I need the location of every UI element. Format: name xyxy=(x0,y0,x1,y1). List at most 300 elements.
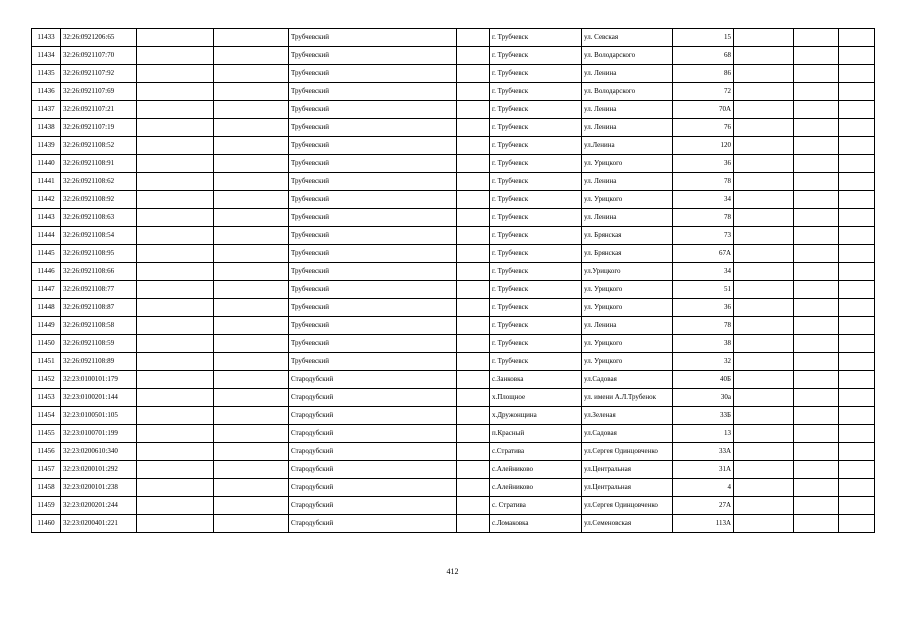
empty-cell xyxy=(839,515,875,533)
cadastral-number-cell: 32:26:0921108:89 xyxy=(61,353,137,371)
empty-cell xyxy=(839,191,875,209)
empty-cell xyxy=(214,65,289,83)
empty-cell xyxy=(734,479,794,497)
empty-cell xyxy=(734,461,794,479)
empty-cell xyxy=(794,227,839,245)
table-row xyxy=(32,353,875,371)
row-number-cell: 11451 xyxy=(32,353,61,371)
settlement-cell: г. Трубчевск xyxy=(490,263,582,281)
house-number-cell: 40Б xyxy=(673,371,734,389)
empty-cell xyxy=(794,371,839,389)
district-cell: Стародубский xyxy=(289,443,457,461)
row-number-cell: 11450 xyxy=(32,335,61,353)
table-row xyxy=(32,263,875,281)
district-cell: Трубчевский xyxy=(289,227,457,245)
empty-cell xyxy=(137,119,214,137)
empty-cell xyxy=(734,191,794,209)
table-row xyxy=(32,317,875,335)
row-number-cell: 11434 xyxy=(32,47,61,65)
settlement-cell: п.Красный xyxy=(490,425,582,443)
settlement-cell: с.Стратива xyxy=(490,443,582,461)
cadastral-number-cell: 32:26:0921107:92 xyxy=(61,65,137,83)
empty-cell xyxy=(794,65,839,83)
empty-cell xyxy=(794,497,839,515)
empty-cell xyxy=(839,47,875,65)
empty-cell xyxy=(214,335,289,353)
empty-cell xyxy=(839,245,875,263)
empty-cell xyxy=(794,173,839,191)
empty-cell xyxy=(214,317,289,335)
empty-cell xyxy=(457,479,490,497)
street-cell: ул. Ленина xyxy=(582,101,673,119)
settlement-cell: г. Трубчевск xyxy=(490,47,582,65)
district-cell: Трубчевский xyxy=(289,191,457,209)
empty-cell xyxy=(214,209,289,227)
settlement-cell: г. Трубчевск xyxy=(490,29,582,47)
street-cell: ул.Сергея Одинцовченко xyxy=(582,497,673,515)
settlement-cell: г. Трубчевск xyxy=(490,245,582,263)
district-cell: Трубчевский xyxy=(289,101,457,119)
empty-cell xyxy=(457,209,490,227)
empty-cell xyxy=(734,227,794,245)
table-row xyxy=(32,83,875,101)
empty-cell xyxy=(457,245,490,263)
settlement-cell: с.Занковка xyxy=(490,371,582,389)
house-number-cell: 27А xyxy=(673,497,734,515)
empty-cell xyxy=(214,155,289,173)
district-cell: Трубчевский xyxy=(289,119,457,137)
cadastral-number-cell: 32:26:0921107:19 xyxy=(61,119,137,137)
empty-cell xyxy=(457,353,490,371)
empty-cell xyxy=(137,299,214,317)
empty-cell xyxy=(457,371,490,389)
empty-cell xyxy=(214,479,289,497)
empty-cell xyxy=(839,227,875,245)
empty-cell xyxy=(214,119,289,137)
row-number-cell: 11440 xyxy=(32,155,61,173)
row-number-cell: 11443 xyxy=(32,209,61,227)
empty-cell xyxy=(137,461,214,479)
cadastral-number-cell: 32:26:0921108:54 xyxy=(61,227,137,245)
house-number-cell: 38 xyxy=(673,335,734,353)
empty-cell xyxy=(794,443,839,461)
table-row xyxy=(32,29,875,47)
district-cell: Стародубский xyxy=(289,497,457,515)
empty-cell xyxy=(734,65,794,83)
empty-cell xyxy=(794,317,839,335)
empty-cell xyxy=(137,173,214,191)
empty-cell xyxy=(137,227,214,245)
settlement-cell: г. Трубчевск xyxy=(490,101,582,119)
row-number-cell: 11460 xyxy=(32,515,61,533)
empty-cell xyxy=(137,353,214,371)
empty-cell xyxy=(214,515,289,533)
row-number-cell: 11459 xyxy=(32,497,61,515)
table-row xyxy=(32,335,875,353)
district-cell: Трубчевский xyxy=(289,137,457,155)
street-cell: ул.Садовая xyxy=(582,371,673,389)
street-cell: ул.Центральная xyxy=(582,479,673,497)
district-cell: Трубчевский xyxy=(289,29,457,47)
street-cell: ул. Севская xyxy=(582,29,673,47)
empty-cell xyxy=(214,47,289,65)
cadastral-number-cell: 32:23:0100501:105 xyxy=(61,407,137,425)
row-number-cell: 11456 xyxy=(32,443,61,461)
street-cell: ул. Урицкого xyxy=(582,281,673,299)
empty-cell xyxy=(794,281,839,299)
empty-cell xyxy=(734,515,794,533)
empty-cell xyxy=(214,29,289,47)
empty-cell xyxy=(794,155,839,173)
empty-cell xyxy=(214,461,289,479)
empty-cell xyxy=(734,119,794,137)
cadastral-number-cell: 32:23:0100101:179 xyxy=(61,371,137,389)
district-cell: Стародубский xyxy=(289,407,457,425)
house-number-cell: 34 xyxy=(673,191,734,209)
empty-cell xyxy=(137,245,214,263)
settlement-cell: г. Трубчевск xyxy=(490,209,582,227)
empty-cell xyxy=(839,407,875,425)
district-cell: Трубчевский xyxy=(289,209,457,227)
house-number-cell: 78 xyxy=(673,173,734,191)
settlement-cell: г. Трубчевск xyxy=(490,65,582,83)
empty-cell xyxy=(214,281,289,299)
district-cell: Стародубский xyxy=(289,389,457,407)
house-number-cell: 78 xyxy=(673,209,734,227)
table-row xyxy=(32,227,875,245)
empty-cell xyxy=(794,245,839,263)
empty-cell xyxy=(457,155,490,173)
house-number-cell: 36 xyxy=(673,299,734,317)
cadastral-number-cell: 32:26:0921108:52 xyxy=(61,137,137,155)
empty-cell xyxy=(734,443,794,461)
house-number-cell: 34 xyxy=(673,263,734,281)
empty-cell xyxy=(734,389,794,407)
row-number-cell: 11439 xyxy=(32,137,61,155)
empty-cell xyxy=(734,83,794,101)
empty-cell xyxy=(137,497,214,515)
street-cell: ул.Сергея Одинцовченко xyxy=(582,443,673,461)
district-cell: Трубчевский xyxy=(289,173,457,191)
empty-cell xyxy=(137,425,214,443)
table-row xyxy=(32,407,875,425)
table-row xyxy=(32,371,875,389)
house-number-cell: 33Б xyxy=(673,407,734,425)
settlement-cell: с.Ломаковка xyxy=(490,515,582,533)
empty-cell xyxy=(457,263,490,281)
empty-cell xyxy=(839,155,875,173)
cadastral-number-cell: 32:26:0921206:65 xyxy=(61,29,137,47)
empty-cell xyxy=(794,263,839,281)
empty-cell xyxy=(839,461,875,479)
table-row xyxy=(32,101,875,119)
empty-cell xyxy=(734,317,794,335)
table-row xyxy=(32,443,875,461)
empty-cell xyxy=(457,227,490,245)
empty-cell xyxy=(457,335,490,353)
empty-cell xyxy=(457,83,490,101)
empty-cell xyxy=(794,29,839,47)
cadastral-number-cell: 32:26:0921107:69 xyxy=(61,83,137,101)
empty-cell xyxy=(214,443,289,461)
empty-cell xyxy=(457,407,490,425)
cadastral-number-cell: 32:23:0200101:238 xyxy=(61,479,137,497)
table-row xyxy=(32,299,875,317)
empty-cell xyxy=(794,119,839,137)
cadastral-number-cell: 32:23:0100701:199 xyxy=(61,425,137,443)
empty-cell xyxy=(457,281,490,299)
settlement-cell: с. Стратива xyxy=(490,497,582,515)
cadastral-number-cell: 32:26:0921108:91 xyxy=(61,155,137,173)
house-number-cell: 120 xyxy=(673,137,734,155)
house-number-cell: 51 xyxy=(673,281,734,299)
house-number-cell: 13 xyxy=(673,425,734,443)
table-row xyxy=(32,245,875,263)
empty-cell xyxy=(839,353,875,371)
table-row xyxy=(32,281,875,299)
house-number-cell: 31А xyxy=(673,461,734,479)
cadastral-number-cell: 32:26:0921108:59 xyxy=(61,335,137,353)
empty-cell xyxy=(734,209,794,227)
empty-cell xyxy=(214,137,289,155)
empty-cell xyxy=(457,515,490,533)
row-number-cell: 11454 xyxy=(32,407,61,425)
house-number-cell: 86 xyxy=(673,65,734,83)
street-cell: ул. Ленина xyxy=(582,209,673,227)
empty-cell xyxy=(214,83,289,101)
empty-cell xyxy=(214,371,289,389)
empty-cell xyxy=(137,137,214,155)
empty-cell xyxy=(457,497,490,515)
district-cell: Трубчевский xyxy=(289,317,457,335)
empty-cell xyxy=(214,173,289,191)
district-cell: Стародубский xyxy=(289,371,457,389)
street-cell: ул. Урицкого xyxy=(582,299,673,317)
empty-cell xyxy=(839,137,875,155)
street-cell: ул.Урицкого xyxy=(582,263,673,281)
empty-cell xyxy=(457,425,490,443)
empty-cell xyxy=(794,461,839,479)
empty-cell xyxy=(839,371,875,389)
empty-cell xyxy=(137,335,214,353)
empty-cell xyxy=(457,101,490,119)
registry-table xyxy=(31,28,875,533)
empty-cell xyxy=(137,281,214,299)
cadastral-number-cell: 32:23:0200101:292 xyxy=(61,461,137,479)
settlement-cell: с.Алейниково xyxy=(490,461,582,479)
empty-cell xyxy=(137,479,214,497)
empty-cell xyxy=(214,299,289,317)
table-body xyxy=(32,29,875,533)
street-cell: ул. Володарского xyxy=(582,47,673,65)
cadastral-number-cell: 32:26:0921108:95 xyxy=(61,245,137,263)
empty-cell xyxy=(214,263,289,281)
table-row xyxy=(32,173,875,191)
table-row xyxy=(32,119,875,137)
settlement-cell: г. Трубчевск xyxy=(490,173,582,191)
row-number-cell: 11448 xyxy=(32,299,61,317)
street-cell: ул. Урицкого xyxy=(582,353,673,371)
registry-table-container xyxy=(31,28,874,533)
district-cell: Трубчевский xyxy=(289,65,457,83)
empty-cell xyxy=(734,155,794,173)
house-number-cell: 73 xyxy=(673,227,734,245)
empty-cell xyxy=(137,263,214,281)
cadastral-number-cell: 32:26:0921107:70 xyxy=(61,47,137,65)
empty-cell xyxy=(137,65,214,83)
empty-cell xyxy=(457,443,490,461)
empty-cell xyxy=(137,191,214,209)
street-cell: ул. Урицкого xyxy=(582,155,673,173)
row-number-cell: 11457 xyxy=(32,461,61,479)
empty-cell xyxy=(214,227,289,245)
table-row xyxy=(32,65,875,83)
district-cell: Трубчевский xyxy=(289,155,457,173)
table-row xyxy=(32,47,875,65)
empty-cell xyxy=(214,101,289,119)
row-number-cell: 11438 xyxy=(32,119,61,137)
house-number-cell: 70А xyxy=(673,101,734,119)
settlement-cell: г. Трубчевск xyxy=(490,317,582,335)
empty-cell xyxy=(214,425,289,443)
house-number-cell: 67А xyxy=(673,245,734,263)
cadastral-number-cell: 32:26:0921108:62 xyxy=(61,173,137,191)
empty-cell xyxy=(734,497,794,515)
empty-cell xyxy=(839,65,875,83)
empty-cell xyxy=(839,119,875,137)
district-cell: Стародубский xyxy=(289,479,457,497)
empty-cell xyxy=(734,353,794,371)
empty-cell xyxy=(214,353,289,371)
street-cell: ул. имени А.Л.Трубенок xyxy=(582,389,673,407)
district-cell: Стародубский xyxy=(289,515,457,533)
cadastral-number-cell: 32:26:0921108:77 xyxy=(61,281,137,299)
cadastral-number-cell: 32:26:0921108:58 xyxy=(61,317,137,335)
empty-cell xyxy=(137,317,214,335)
empty-cell xyxy=(794,479,839,497)
empty-cell xyxy=(734,335,794,353)
street-cell: ул.Зеленая xyxy=(582,407,673,425)
empty-cell xyxy=(457,137,490,155)
cadastral-number-cell: 32:26:0921107:21 xyxy=(61,101,137,119)
empty-cell xyxy=(839,263,875,281)
empty-cell xyxy=(734,263,794,281)
empty-cell xyxy=(137,101,214,119)
empty-cell xyxy=(839,173,875,191)
district-cell: Стародубский xyxy=(289,461,457,479)
settlement-cell: г. Трубчевск xyxy=(490,353,582,371)
empty-cell xyxy=(794,191,839,209)
settlement-cell: с.Алейниково xyxy=(490,479,582,497)
cadastral-number-cell: 32:26:0921108:63 xyxy=(61,209,137,227)
house-number-cell: 76 xyxy=(673,119,734,137)
empty-cell xyxy=(457,119,490,137)
empty-cell xyxy=(734,245,794,263)
empty-cell xyxy=(794,407,839,425)
street-cell: ул.Ленина xyxy=(582,137,673,155)
empty-cell xyxy=(137,371,214,389)
empty-cell xyxy=(137,83,214,101)
street-cell: ул. Ленина xyxy=(582,65,673,83)
empty-cell xyxy=(214,497,289,515)
house-number-cell: 72 xyxy=(673,83,734,101)
district-cell: Трубчевский xyxy=(289,245,457,263)
empty-cell xyxy=(734,47,794,65)
empty-cell xyxy=(457,173,490,191)
house-number-cell: 33А xyxy=(673,443,734,461)
empty-cell xyxy=(839,29,875,47)
empty-cell xyxy=(839,101,875,119)
row-number-cell: 11452 xyxy=(32,371,61,389)
district-cell: Трубчевский xyxy=(289,281,457,299)
empty-cell xyxy=(839,389,875,407)
empty-cell xyxy=(794,209,839,227)
empty-cell xyxy=(839,317,875,335)
cadastral-number-cell: 32:23:0200201:244 xyxy=(61,497,137,515)
street-cell: ул. Ленина xyxy=(582,119,673,137)
empty-cell xyxy=(734,101,794,119)
house-number-cell: 15 xyxy=(673,29,734,47)
empty-cell xyxy=(457,191,490,209)
settlement-cell: х.Дружонщина xyxy=(490,407,582,425)
house-number-cell: 30а xyxy=(673,389,734,407)
settlement-cell: г. Трубчевск xyxy=(490,83,582,101)
street-cell: ул. Ленина xyxy=(582,173,673,191)
empty-cell xyxy=(137,155,214,173)
empty-cell xyxy=(457,317,490,335)
empty-cell xyxy=(839,335,875,353)
empty-cell xyxy=(839,425,875,443)
empty-cell xyxy=(734,281,794,299)
empty-cell xyxy=(839,479,875,497)
settlement-cell: х.Площное xyxy=(490,389,582,407)
page-number: 412 xyxy=(446,567,459,576)
table-row xyxy=(32,479,875,497)
row-number-cell: 11453 xyxy=(32,389,61,407)
empty-cell xyxy=(839,443,875,461)
cadastral-number-cell: 32:23:0200401:221 xyxy=(61,515,137,533)
empty-cell xyxy=(794,335,839,353)
empty-cell xyxy=(794,47,839,65)
street-cell: ул. Урицкого xyxy=(582,191,673,209)
settlement-cell: г. Трубчевск xyxy=(490,335,582,353)
settlement-cell: г. Трубчевск xyxy=(490,191,582,209)
empty-cell xyxy=(839,83,875,101)
row-number-cell: 11436 xyxy=(32,83,61,101)
table-row xyxy=(32,155,875,173)
row-number-cell: 11437 xyxy=(32,101,61,119)
cadastral-number-cell: 32:23:0100201:144 xyxy=(61,389,137,407)
cadastral-number-cell: 32:26:0921108:87 xyxy=(61,299,137,317)
empty-cell xyxy=(839,281,875,299)
house-number-cell: 4 xyxy=(673,479,734,497)
cadastral-number-cell: 32:26:0921108:92 xyxy=(61,191,137,209)
empty-cell xyxy=(794,425,839,443)
empty-cell xyxy=(839,497,875,515)
row-number-cell: 11442 xyxy=(32,191,61,209)
street-cell: ул.Садовая xyxy=(582,425,673,443)
empty-cell xyxy=(794,137,839,155)
empty-cell xyxy=(794,101,839,119)
empty-cell xyxy=(457,461,490,479)
row-number-cell: 11455 xyxy=(32,425,61,443)
empty-cell xyxy=(457,29,490,47)
empty-cell xyxy=(794,83,839,101)
row-number-cell: 11446 xyxy=(32,263,61,281)
empty-cell xyxy=(214,191,289,209)
row-number-cell: 11435 xyxy=(32,65,61,83)
table-row xyxy=(32,137,875,155)
